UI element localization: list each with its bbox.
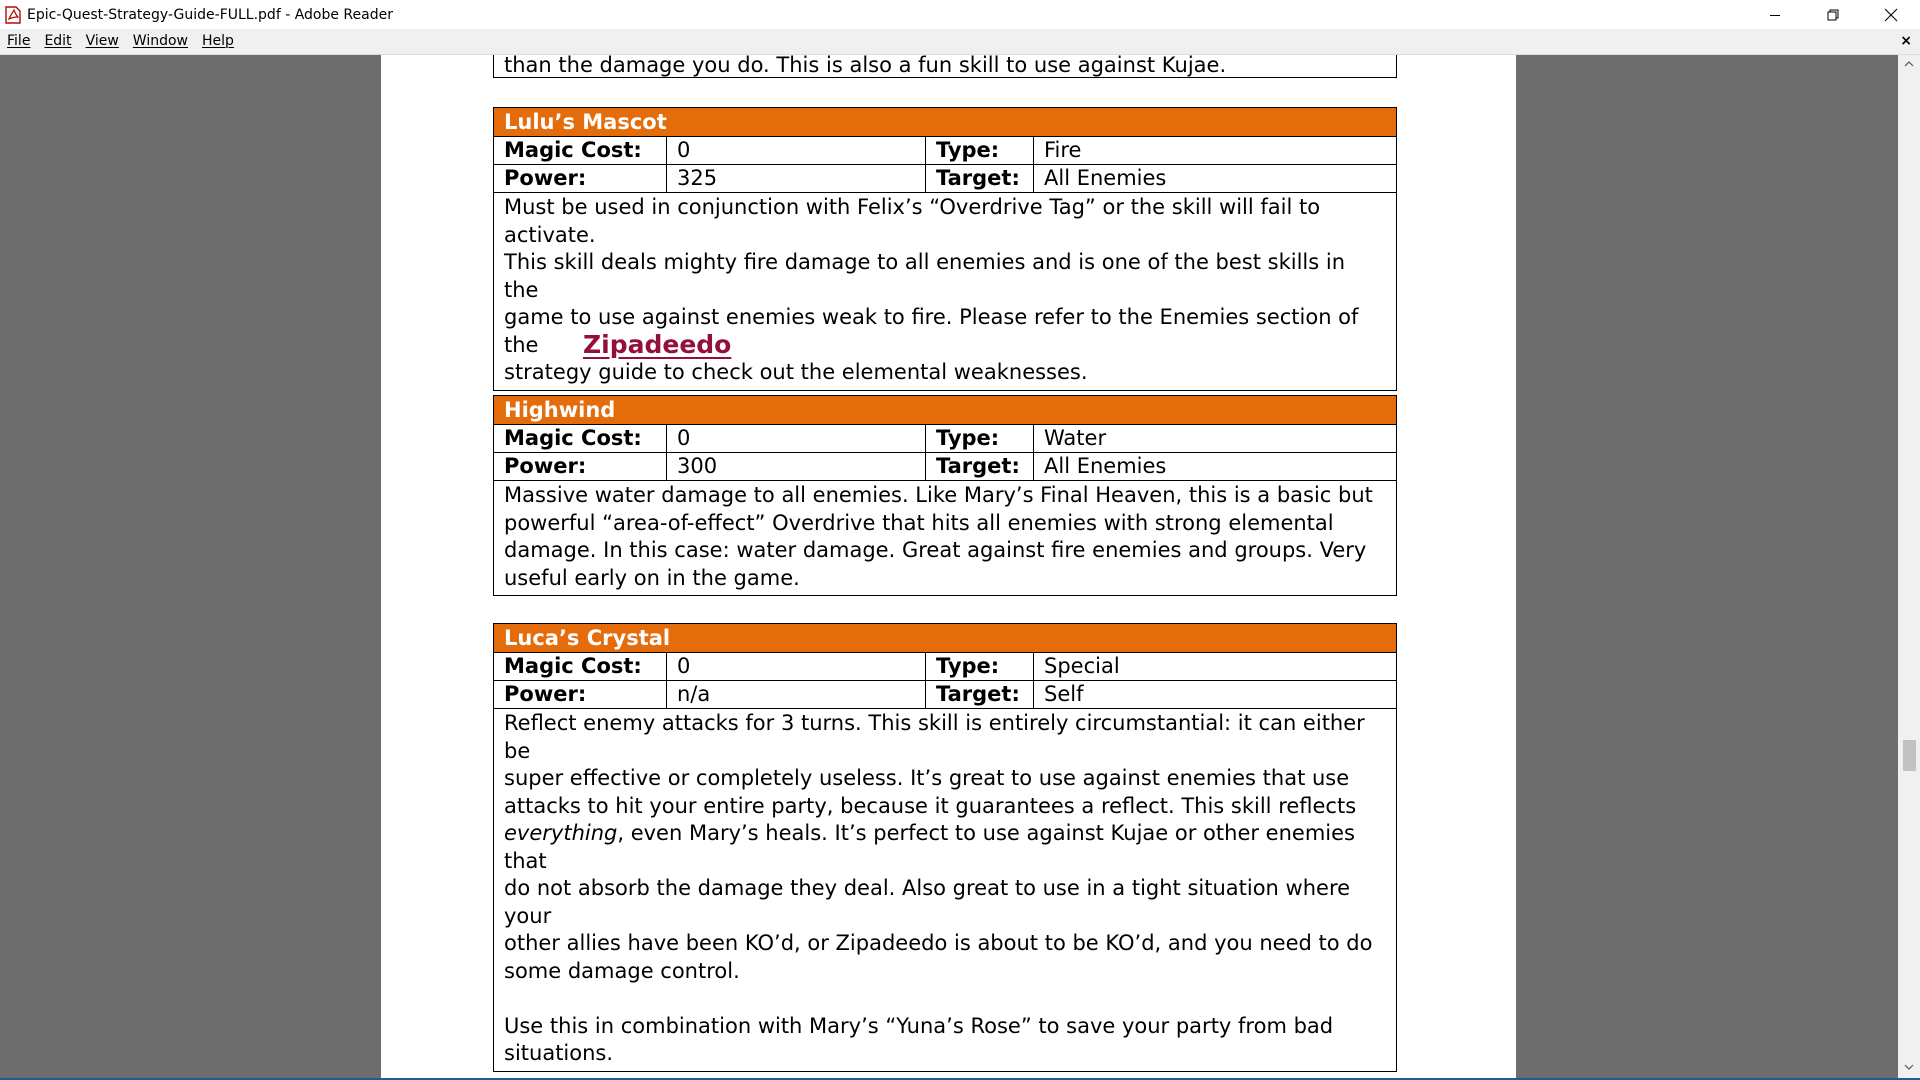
skill-row-power (494, 681, 1396, 709)
title-bar (0, 0, 1920, 29)
label-type: Type: (926, 137, 1034, 164)
desc-line: Use this in combination with Mary’s “Yuna’s Rose” to save your party from bad (504, 1013, 1334, 1038)
italic-emphasis: everything (504, 821, 618, 845)
value-type: Fire (1044, 138, 1082, 162)
value-power: 300 (667, 453, 926, 480)
desc-line: super effective or completely useless. It’s great to use against enemies that use (504, 766, 1350, 790)
label-power: Power: (494, 165, 667, 192)
close-icon[interactable] (1862, 0, 1920, 29)
skill-row-power (494, 453, 1396, 481)
restore-icon[interactable] (1804, 0, 1862, 29)
menu-view[interactable]: View (85, 33, 119, 49)
label-type: Type: (926, 425, 1034, 452)
skill-description (494, 709, 1396, 1071)
skill-row-cost (494, 653, 1396, 681)
desc-blank-line (504, 985, 1386, 1013)
pdf-document-icon (4, 5, 22, 25)
desc-line: damage. In this case: water damage. Great against fire enemies and groups. Very (504, 538, 1367, 562)
desc-line: useful early on in the game. (504, 565, 800, 590)
label-target: Target: (926, 681, 1034, 708)
scroll-down-icon[interactable] (1898, 1058, 1920, 1076)
desc-line: This skill deals mighty fire damage to all enemies and is one of the best skills in the (504, 250, 1346, 302)
label-type: Type: (926, 653, 1034, 680)
value-type: Special (1044, 654, 1120, 678)
skill-name: Lulu’s Mascot (494, 108, 1396, 137)
label-magic-cost: Magic Cost: (494, 653, 667, 680)
label-power: Power: (494, 681, 667, 708)
value-target: Self (1044, 682, 1084, 706)
previous-skill-fragment (493, 55, 1397, 78)
skill-row-cost (494, 425, 1396, 453)
desc-line: other allies have been KO’d, or Zipadeedo is about to be KO’d, and you need to do (504, 931, 1373, 955)
desc-line: do not absorb the damage they deal. Also great to use in a tight situation where your (504, 876, 1351, 928)
skill-table (493, 395, 1397, 596)
desc-line: game to use against enemies weak to fire. Please refer to the Enemies section of the (504, 305, 1359, 357)
label-magic-cost: Magic Cost: (494, 137, 667, 164)
pdf-page (381, 55, 1516, 1078)
value-type: Water (1044, 426, 1107, 450)
value-target: All Enemies (1044, 166, 1167, 190)
skill-row-power (494, 165, 1396, 193)
value-target: All Enemies (1044, 454, 1167, 478)
desc-line: Must be used in conjunction with Felix’s “Overdrive Tag” or the skill will fail to activate. (504, 195, 1321, 247)
desc-line: Reflect enemy attacks for 3 turns. This skill is entirely circumstantial: it can either be (504, 711, 1365, 763)
window-controls (1746, 0, 1920, 29)
desc-line: strategy guide to check out the elemental weaknesses. (504, 360, 1088, 384)
menu-bar (0, 29, 1920, 55)
skill-description (494, 481, 1396, 595)
menu-help[interactable]: Help (202, 33, 234, 49)
skill-description (494, 193, 1396, 390)
skill-row-cost (494, 137, 1396, 165)
desc-line: powerful “area-of-effect” Overdrive that hits all enemies with strong elemental (504, 510, 1334, 535)
window-title: Epic-Quest-Strategy-Guide-FULL.pdf - Adobe Reader (27, 6, 393, 23)
desc-line: attacks to hit your entire party, because it guarantees a reflect. This skill reflects (504, 793, 1357, 818)
value-power: 325 (667, 165, 926, 192)
desc-line: situations. (504, 1041, 614, 1065)
value-magic-cost: 0 (667, 653, 926, 680)
value-magic-cost: 0 (667, 425, 926, 452)
fragment-text: than the damage you do. This is also a fun skill to use against Kujae. (504, 55, 1227, 77)
minimize-icon[interactable] (1746, 0, 1804, 29)
skill-name: Highwind (494, 396, 1396, 425)
section-heading: Zipadeedo (583, 330, 732, 359)
label-target: Target: (926, 165, 1034, 192)
menu-edit[interactable]: Edit (44, 33, 72, 49)
desc-line: Massive water damage to all enemies. Like Mary’s Final Heaven, this is a basic but (504, 483, 1373, 507)
label-target: Target: (926, 453, 1034, 480)
scrollbar-thumb[interactable] (1903, 740, 1916, 771)
skill-name: Luca’s Crystal (494, 624, 1396, 653)
desc-line-with-italic: everything, even Mary’s heals. It’s perfect to use against Kujae or other enemies that (504, 821, 1355, 873)
label-magic-cost: Magic Cost: (494, 425, 667, 452)
label-power: Power: (494, 453, 667, 480)
menu-window[interactable]: Window (132, 33, 188, 49)
desc-line: some damage control. (504, 958, 740, 983)
close-document-icon[interactable]: × (1900, 33, 1912, 49)
menu-file[interactable]: File (7, 33, 31, 49)
value-power: n/a (667, 681, 926, 708)
document-viewport[interactable] (0, 55, 1898, 1078)
vertical-scrollbar[interactable] (1898, 55, 1920, 1078)
scroll-up-icon[interactable] (1898, 55, 1920, 73)
value-magic-cost: 0 (667, 137, 926, 164)
skill-table (493, 623, 1397, 1072)
